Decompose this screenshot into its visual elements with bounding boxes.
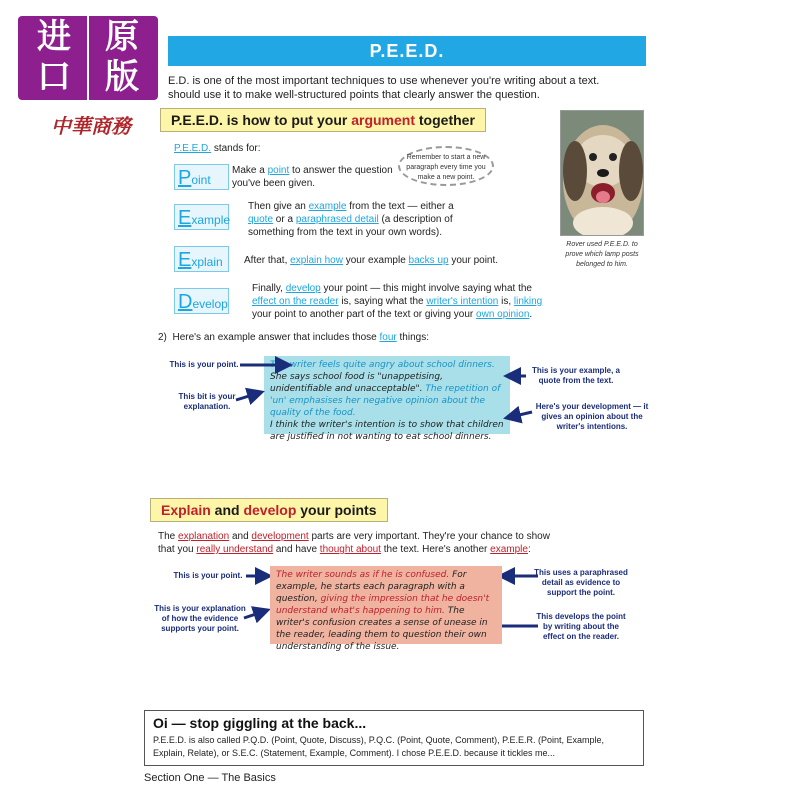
box-letter: E (178, 207, 192, 229)
logo-char: 进 (37, 17, 71, 57)
tip-box (144, 710, 644, 766)
desc-link[interactable]: explain how (290, 255, 343, 266)
stands-for-text: stands for: (211, 143, 261, 154)
desc-text: is, saying what the (338, 296, 427, 307)
desc-text: Finally, (252, 283, 286, 294)
desc-text: . (529, 309, 533, 320)
para-text: and (229, 531, 252, 542)
ex2-develop: The writer's confusion creates a sense of unease in the reader, leading them to question their own understanding of the issue. (276, 606, 488, 652)
logo-brand: 中華商務 (51, 114, 131, 138)
para-link[interactable]: thought about (319, 544, 381, 555)
heading-2-mid: and (210, 502, 244, 518)
ann-ex1-point: This is your point. (169, 360, 239, 369)
ann-ex1-explain: This bit is your explanation. (178, 392, 236, 411)
para-text: the text. Here's another (380, 544, 491, 555)
ann-ex2-explain: This is your explanation of how the evidence supports your point. (154, 604, 246, 633)
desc-link[interactable]: point (267, 165, 290, 176)
footer-section: Section One — The Basics (144, 772, 276, 784)
ex2-ex-b: giving the impression that he doesn't understand what's happening to him. (276, 594, 490, 616)
reminder-bubble: Remember to start a new paragraph every time you make a new point. (398, 146, 494, 186)
list-number: 2) (158, 332, 167, 343)
desc-link[interactable]: develop (285, 283, 321, 294)
desc-text: your point. (448, 255, 499, 266)
heading-2-red: develop (243, 502, 297, 518)
desc-link[interactable]: paraphrased detail (295, 214, 379, 225)
desc-link[interactable]: writer's intention (426, 296, 499, 307)
intro-line-1: E.D. is one of the most important techniques to use whenever you're writing about a text. (168, 75, 600, 87)
ex1-point: The writer feels quite angry about school dinners. (270, 360, 495, 370)
intro-text: things: (396, 332, 429, 343)
desc-link[interactable]: linking (513, 296, 543, 307)
ann-ex2-develop: This develops the point by writing about the effect on the reader. (536, 612, 626, 641)
box-letter: D (178, 291, 193, 313)
para-text: and have (273, 544, 320, 555)
desc-link[interactable]: own opinion (476, 309, 530, 320)
heading-2-post: your points (296, 502, 377, 518)
desc-link[interactable]: example (308, 201, 347, 212)
box-letter: P (178, 167, 192, 189)
para-text: The (158, 531, 179, 542)
para-text: parts are very important. They're your chance to show (308, 531, 550, 542)
desc-text: (a description of something from the text in your own words). (248, 214, 453, 238)
box-rest: xplain (191, 255, 223, 269)
para-text: : (527, 544, 531, 555)
ex2-point: The writer sounds as if he is confused. (276, 570, 450, 580)
desc-text: or a (273, 214, 296, 225)
box-rest: oint (191, 173, 211, 187)
para-link[interactable]: development (251, 531, 309, 542)
para-link[interactable]: explanation (178, 531, 230, 542)
peed-link[interactable]: P.E.E.D. (174, 143, 212, 154)
desc-text: from the text — either a (346, 201, 454, 212)
logo-char: 原 (105, 17, 139, 57)
tip-text: P.E.E.D. is also called P.Q.D. (Point, Quote, Discuss), P.Q.C. (Point, Quote, Comment), P.E.E.R. (Point, Example, Explain, Relate), or S.E.C. (Statement, Example, Comment). I chose P.E.E.D. because it tickles me... (153, 735, 605, 758)
para-link[interactable]: really understand (196, 544, 274, 555)
ex1-quote: She says school food is "unappetising, unidentifiable and unacceptable". (270, 372, 443, 394)
heading-2-red: Explain (161, 502, 211, 518)
desc-text: After that, (244, 255, 291, 266)
ex1-explain: The repetition of 'un' emphasises her negative opinion about the quality of the food. (270, 384, 501, 418)
four-link[interactable]: four (379, 332, 397, 343)
box-rest: evelop (192, 297, 228, 311)
desc-text: Make a (232, 165, 268, 176)
logo-char: 版 (105, 57, 139, 97)
heading-1-post: together (415, 112, 475, 128)
intro-line-2: should use it to make well-structured points that clearly answer the question. (168, 89, 540, 101)
box-rest: xample (191, 213, 231, 227)
logo-char: 口 (37, 57, 71, 97)
section-heading-2 (150, 498, 388, 522)
dog-caption: Rover used P.E.E.D. to prove which lamp posts belonged to him. (565, 241, 639, 268)
desc-text: Then give an (248, 201, 309, 212)
para-link[interactable]: example (490, 544, 528, 555)
heading-1-pre: P.E.E.D. is how to put your (171, 112, 352, 128)
ex1-develop: I think the writer's intention is to show that children are justified in not wanting to eat school dinners. (270, 420, 504, 442)
arrow (506, 412, 532, 418)
ex2-ex-a: For example, he starts each paragraph with a question, (276, 570, 467, 604)
desc-text: to answer the question you've been given. (232, 165, 393, 189)
page-title: P.E.E.D. (168, 36, 646, 66)
intro-text: Here's an example answer that includes those (172, 332, 380, 343)
ann-ex1-example: This is your example, a quote from the text. (531, 366, 621, 385)
para-explain-develop (158, 530, 578, 556)
heading-1-red: argument (351, 112, 415, 128)
tip-title: Oi — stop giggling at the back... (153, 715, 367, 731)
desc-link[interactable]: backs up (408, 255, 449, 266)
ann-ex2-paraphrase: This uses a paraphrased detail as evidence to support the point. (534, 568, 628, 597)
box-letter: E (178, 249, 192, 271)
desc-link[interactable]: quote (248, 214, 274, 225)
para-text: that you (158, 544, 197, 555)
example-answer-2 (270, 566, 502, 652)
arrow (236, 392, 262, 400)
desc-text: your example (342, 255, 409, 266)
ann-ex2-point: This is your point. (173, 571, 243, 580)
desc-text: is, (498, 296, 514, 307)
ann-ex1-develop: Here's your development — it gives an opinion about the writer's intentions. (535, 402, 649, 431)
desc-text: your point — this might involve saying what the (320, 283, 532, 294)
desc-text: your point to another part of the text or giving your (252, 309, 477, 320)
desc-link[interactable]: effect on the reader (252, 296, 339, 307)
